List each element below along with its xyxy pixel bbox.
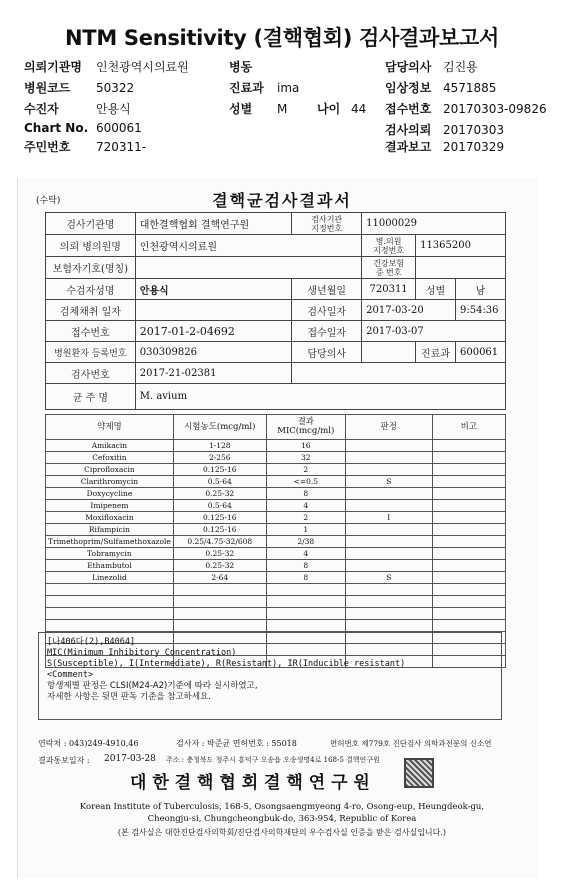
note-interpretation-key: S(Susceptible), I(Intermediate), R(Resistant), IR(Inducible resistant) bbox=[47, 659, 406, 669]
hospital-name-label: 의뢰 병의원명 bbox=[46, 235, 136, 257]
registration-label: 병원환자 등록번호 bbox=[46, 342, 136, 363]
report-date-label: 결과보고 bbox=[385, 140, 432, 154]
mic-cell bbox=[345, 524, 432, 536]
mic-row bbox=[46, 596, 506, 608]
ssn-label: 주민번호 bbox=[24, 140, 71, 154]
mic-cell bbox=[432, 620, 505, 632]
mic-row bbox=[46, 584, 506, 596]
recipient-value: 안용식 bbox=[96, 102, 131, 116]
notes-box bbox=[38, 632, 502, 720]
hospital-code-label: 병원코드 bbox=[24, 81, 71, 95]
attending-doctor-label: 담당의사 bbox=[292, 342, 362, 363]
scan-report-title: 결핵균검사결과서 bbox=[212, 191, 352, 210]
mic-row bbox=[46, 452, 506, 464]
mic-cell bbox=[432, 452, 505, 464]
mic-cell bbox=[345, 584, 432, 596]
collection-date-label: 검체채취 일자 bbox=[46, 300, 136, 321]
mic-cell: 8 bbox=[266, 572, 345, 584]
patient-name-label: 수검자성명 bbox=[46, 279, 136, 300]
mic-cell bbox=[46, 620, 174, 632]
mic-row bbox=[46, 464, 506, 476]
mic-cell: Amikacin bbox=[46, 440, 174, 452]
mic-cell: 0.5-64 bbox=[173, 500, 266, 512]
mic-cell: 0.5-64 bbox=[173, 476, 266, 488]
doctor-value: 김진용 bbox=[443, 60, 478, 74]
mic-cell bbox=[266, 608, 345, 620]
mic-row bbox=[46, 440, 506, 452]
mic-header-3: 판정 bbox=[345, 415, 432, 440]
report-date-value: 20170329 bbox=[443, 140, 505, 154]
mic-cell: 8 bbox=[266, 560, 345, 572]
mic-row bbox=[46, 524, 506, 536]
mic-cell: 2/38 bbox=[266, 536, 345, 548]
mic-cell bbox=[266, 620, 345, 632]
mic-cell: 0.125-16 bbox=[173, 512, 266, 524]
request-date-label: 검사의뢰 bbox=[385, 123, 432, 137]
mic-header-1: 시험농도(mcg/ml) bbox=[173, 415, 266, 440]
accession-label: 접수번호 bbox=[46, 321, 136, 342]
mic-row bbox=[46, 488, 506, 500]
mic-cell bbox=[432, 440, 505, 452]
scan-sex-label: 성별 bbox=[416, 279, 456, 300]
mic-cell: 2 bbox=[266, 512, 345, 524]
mic-table bbox=[45, 414, 506, 668]
mic-cell bbox=[345, 620, 432, 632]
hospital-code-value: 50322 bbox=[96, 81, 135, 95]
mic-cell: 2-256 bbox=[173, 452, 266, 464]
recipient-label: 수진자 bbox=[24, 102, 59, 116]
mic-row bbox=[46, 500, 506, 512]
mic-cell: 8 bbox=[266, 488, 345, 500]
doctor-label: 담당의사 bbox=[385, 60, 432, 74]
mic-cell: 4 bbox=[266, 500, 345, 512]
mic-cell: Ethambutol bbox=[46, 560, 174, 572]
organism-value: M. avium bbox=[135, 384, 505, 410]
mic-cell bbox=[266, 584, 345, 596]
ward-label: 병동 bbox=[229, 60, 253, 74]
mic-cell bbox=[46, 608, 174, 620]
ssn-value: 720311- bbox=[96, 140, 147, 154]
mic-cell: Ciprofloxacin bbox=[46, 464, 174, 476]
hospital-number-label: 병.의원 지정번호 bbox=[362, 235, 416, 257]
mic-cell bbox=[345, 452, 432, 464]
scan-department-label: 진료과 bbox=[416, 342, 456, 363]
mic-cell: 0.25-32 bbox=[173, 560, 266, 572]
insurer-label: 보험자기호(명칭) bbox=[46, 257, 136, 279]
mic-row bbox=[46, 512, 506, 524]
mic-cell bbox=[432, 500, 505, 512]
registration-value: 030309826 bbox=[135, 342, 292, 363]
mic-cell bbox=[173, 620, 266, 632]
mic-cell bbox=[432, 524, 505, 536]
mic-cell bbox=[266, 596, 345, 608]
mic-cell: 32 bbox=[266, 452, 345, 464]
mic-cell: Doxycycline bbox=[46, 488, 174, 500]
mic-row bbox=[46, 560, 506, 572]
scan-department-value: 600061 bbox=[455, 342, 505, 363]
mic-cell: Moxifloxacin bbox=[46, 512, 174, 524]
lab-number-value: 11000029 bbox=[362, 213, 506, 235]
note-comment-heading: <Comment> bbox=[47, 670, 94, 680]
mic-cell: I bbox=[345, 512, 432, 524]
mic-cell bbox=[345, 440, 432, 452]
insurance-number-label: 건강보험 증 번호 bbox=[362, 257, 416, 279]
accession-value: 2017-01-2-04692 bbox=[135, 321, 292, 342]
accession-date-label: 접수일자 bbox=[292, 321, 362, 342]
consignment-tag: (수탁) bbox=[36, 196, 61, 206]
mic-cell bbox=[345, 596, 432, 608]
note-comment-line-1: 항생제별 판정은 CLSI(M24-A2)기준에 따라 실시하였고, bbox=[47, 681, 258, 691]
patient-name-value: 안용식 bbox=[135, 279, 292, 300]
mic-cell bbox=[173, 608, 266, 620]
mic-cell: 2-64 bbox=[173, 572, 266, 584]
chart-no-value: 600061 bbox=[96, 121, 142, 135]
test-number-label: 검사번호 bbox=[46, 363, 136, 384]
patient-info-table bbox=[45, 212, 506, 410]
organism-label: 균 주 명 bbox=[46, 384, 136, 410]
mic-cell bbox=[432, 536, 505, 548]
institution-value: 인천광역시의료원 bbox=[96, 60, 189, 74]
mic-header-4: 비고 bbox=[432, 415, 505, 440]
mic-cell: 1-128 bbox=[173, 440, 266, 452]
mic-cell: 2 bbox=[266, 464, 345, 476]
receipt-number-label: 접수번호 bbox=[385, 102, 432, 116]
test-date-label: 검사일자 bbox=[292, 300, 362, 321]
mic-cell: Cefoxitin bbox=[46, 452, 174, 464]
header-row-1 bbox=[24, 58, 189, 75]
mic-cell bbox=[432, 572, 505, 584]
mic-header-2: 결과 MIC(mcg/ml) bbox=[266, 415, 345, 440]
mic-cell bbox=[432, 476, 505, 488]
institution-label: 의뢰기관명 bbox=[24, 60, 82, 74]
mic-cell bbox=[345, 500, 432, 512]
footer-contact: 연락처 : 043)249-4910,46 bbox=[38, 739, 139, 748]
sex-label: 성별 bbox=[229, 102, 253, 116]
mic-cell bbox=[432, 464, 505, 476]
age-value: 44 bbox=[351, 102, 367, 116]
mic-cell bbox=[173, 596, 266, 608]
note-mic-definition: MIC(Minimum Inhibitory Concentration) bbox=[47, 648, 237, 658]
mic-cell bbox=[432, 584, 505, 596]
hospital-name-value: 인천광역시의료원 bbox=[135, 235, 361, 257]
mic-cell: <=0.5 bbox=[266, 476, 345, 488]
mic-cell bbox=[46, 584, 174, 596]
dob-label: 생년월일 bbox=[292, 279, 362, 300]
mic-header-0: 약제명 bbox=[46, 415, 174, 440]
mic-row bbox=[46, 548, 506, 560]
request-date-value: 20170303 bbox=[443, 123, 505, 137]
mic-cell: Rifampicin bbox=[46, 524, 174, 536]
footer-date-value: 2017-03-28 bbox=[104, 754, 156, 764]
sex-value: M bbox=[277, 102, 288, 116]
mic-cell: 0.125-16 bbox=[173, 524, 266, 536]
mic-cell bbox=[345, 488, 432, 500]
mic-cell: 4 bbox=[266, 548, 345, 560]
mic-cell: S bbox=[345, 476, 432, 488]
clinical-info-label: 임상정보 bbox=[385, 81, 432, 95]
chart-no-label: Chart No. bbox=[24, 121, 89, 135]
department-label: 진료과 bbox=[229, 81, 264, 95]
lab-number-label: 검사기관 지정번호 bbox=[292, 213, 362, 235]
mic-cell: 0.125-16 bbox=[173, 464, 266, 476]
mic-cell bbox=[432, 512, 505, 524]
mic-cell bbox=[432, 560, 505, 572]
mic-cell bbox=[46, 596, 174, 608]
mic-cell bbox=[432, 608, 505, 620]
mic-cell bbox=[345, 560, 432, 572]
mic-cell bbox=[432, 548, 505, 560]
lab-name-label: 검사기관명 bbox=[46, 213, 136, 235]
test-time-value: 9:54:36 bbox=[455, 300, 505, 321]
mic-cell: Linezolid bbox=[46, 572, 174, 584]
age-label: 나이 bbox=[317, 102, 341, 116]
footer-approver: 면허번호 제779호 진단검사 의학과전문의 신소연 bbox=[330, 739, 492, 748]
mic-cell bbox=[432, 488, 505, 500]
mic-cell: Imipenem bbox=[46, 500, 174, 512]
mic-row bbox=[46, 536, 506, 548]
footer-english-address-1: Korean Institute of Tuberculosis, 168-5, Osongsaengmyeong 4-ro, Osong-eup, Heungdeok-gu, bbox=[79, 802, 485, 812]
mic-cell bbox=[345, 608, 432, 620]
mic-cell: 0.25-32 bbox=[173, 548, 266, 560]
mic-row bbox=[46, 620, 506, 632]
footer-tester: 검사자 : 박준균 면허번호 : 55018 bbox=[176, 739, 297, 748]
clinical-info-value: 4571885 bbox=[443, 81, 497, 95]
note-code: [나406다(2),B4064] bbox=[47, 637, 136, 647]
mic-row bbox=[46, 608, 506, 620]
hospital-number-value: 11365200 bbox=[416, 235, 506, 257]
footer-certification: (본 검사실은 대한진단검사의학회/진단검사의학재단의 우수검사실 인증을 받은 검사실입니다.) bbox=[117, 828, 447, 837]
mic-cell bbox=[345, 536, 432, 548]
mic-cell: S bbox=[345, 572, 432, 584]
accession-date-value: 2017-03-07 bbox=[362, 321, 506, 342]
mic-row bbox=[46, 476, 506, 488]
dob-value: 720311 bbox=[362, 279, 416, 300]
footer-date-label: 결과통보일자 : bbox=[38, 756, 90, 765]
test-number-value: 2017-21-02381 bbox=[135, 363, 292, 384]
lab-name-value: 대한결핵협회 결핵연구원 bbox=[135, 213, 292, 235]
mic-cell: Trimethoprim/Sulfamethoxazole bbox=[46, 536, 174, 548]
scan-sex-value: 남 bbox=[455, 279, 505, 300]
test-date-value: 2017-03-20 bbox=[362, 300, 456, 321]
footer-organization: 대 한 결 핵 협 회 결 핵 연 구 원 bbox=[130, 773, 370, 793]
note-comment-line-2: 자세한 사항은 뒷면 판독 기준을 참고하세요. bbox=[47, 692, 212, 702]
department-value: ima bbox=[277, 81, 300, 95]
mic-cell: 0.25/4.75-32/608 bbox=[173, 536, 266, 548]
mic-cell: 0.25-32 bbox=[173, 488, 266, 500]
footer-address: 주소 : 충청북도 청주시 흥덕구 오송읍 오송생명4로 168-5 결핵연구원 bbox=[166, 756, 380, 764]
mic-cell bbox=[345, 464, 432, 476]
receipt-number-value: 20170303-09826 bbox=[443, 102, 547, 116]
mic-row bbox=[46, 572, 506, 584]
mic-cell bbox=[432, 596, 505, 608]
footer-english-address-2: Cheongju-si, Chungcheongbuk-do, 363-954, Republic of Korea bbox=[147, 814, 417, 824]
mic-cell: 1 bbox=[266, 524, 345, 536]
report-title: NTM Sensitivity (결핵협회) 검사결과보고서 bbox=[65, 26, 499, 50]
official-seal bbox=[404, 758, 434, 788]
mic-cell bbox=[345, 548, 432, 560]
mic-cell: Clarithromycin bbox=[46, 476, 174, 488]
mic-cell: Tobramycin bbox=[46, 548, 174, 560]
mic-cell: 16 bbox=[266, 440, 345, 452]
mic-cell bbox=[173, 584, 266, 596]
